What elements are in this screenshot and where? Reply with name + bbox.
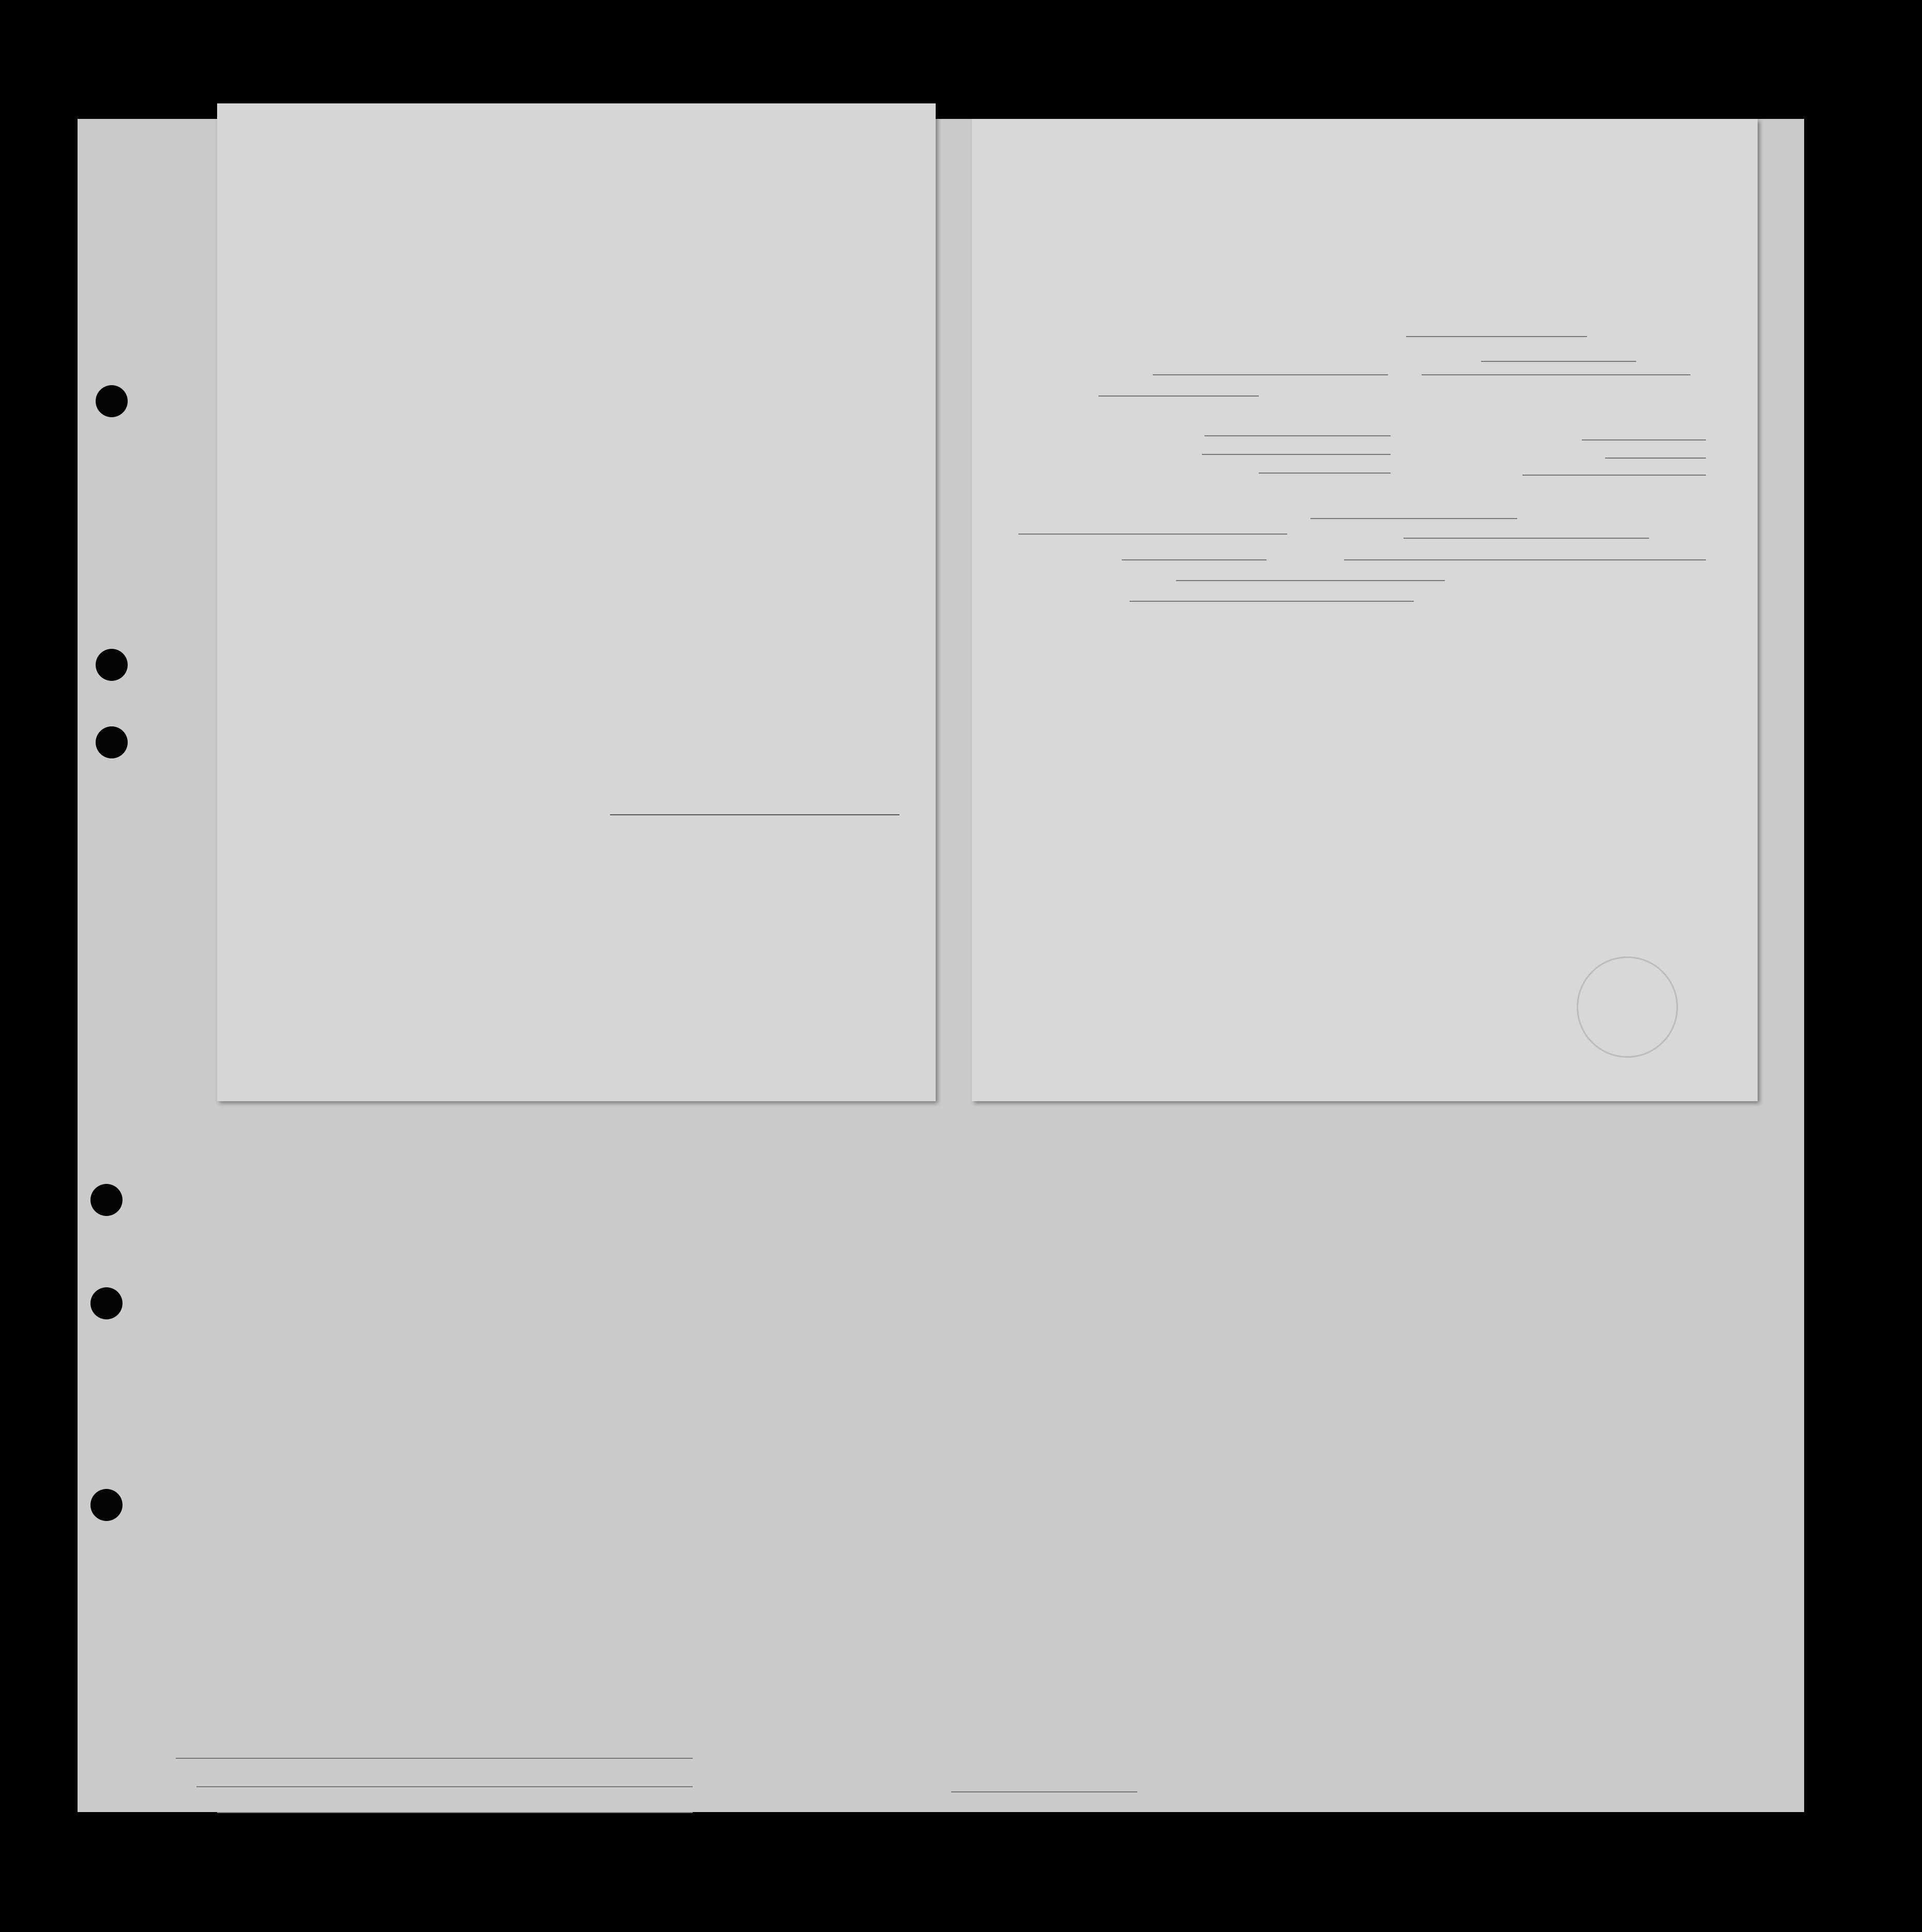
- punch-hole: [90, 1287, 123, 1319]
- expected-underline: [1122, 559, 1267, 560]
- punch-hole: [96, 649, 128, 681]
- for-underline: [1344, 559, 1706, 560]
- inspector-line: [951, 1791, 1137, 1792]
- owners-underline: [196, 1786, 693, 1787]
- punch-hole: [90, 1489, 123, 1521]
- total-crew-underline: [1204, 435, 1391, 436]
- agents-underline: [217, 1812, 693, 1813]
- voyage-underline: [1130, 601, 1414, 602]
- lying-underline: [1404, 538, 1649, 539]
- arrived-underline: [1310, 518, 1517, 519]
- punch-hole: [96, 385, 128, 417]
- date-underline: [1481, 361, 1636, 362]
- discharged-underline: [1202, 454, 1391, 455]
- punch-hole: [96, 726, 128, 758]
- signed-on-table: [258, 196, 905, 817]
- port-underline: [1406, 336, 1587, 337]
- from-port-underline: [1099, 395, 1259, 397]
- signature-line: [610, 814, 899, 815]
- signed-on-underline: [1259, 473, 1391, 474]
- seamen-signed-on-form: [217, 103, 936, 1101]
- line-underline: [176, 1758, 693, 1759]
- nationality-underline: [1153, 374, 1388, 375]
- consignee-underline: [1018, 534, 1287, 535]
- ship-underline: [1422, 374, 1690, 375]
- master-statement-form: [972, 119, 1758, 1101]
- via-underline: [1176, 580, 1445, 581]
- circular-stamp-icon: [1577, 956, 1678, 1058]
- hospital-underline: [1605, 458, 1706, 459]
- total-crew-date-underline: [1522, 475, 1706, 476]
- deserted-underline: [1582, 439, 1706, 440]
- punch-hole: [90, 1184, 123, 1216]
